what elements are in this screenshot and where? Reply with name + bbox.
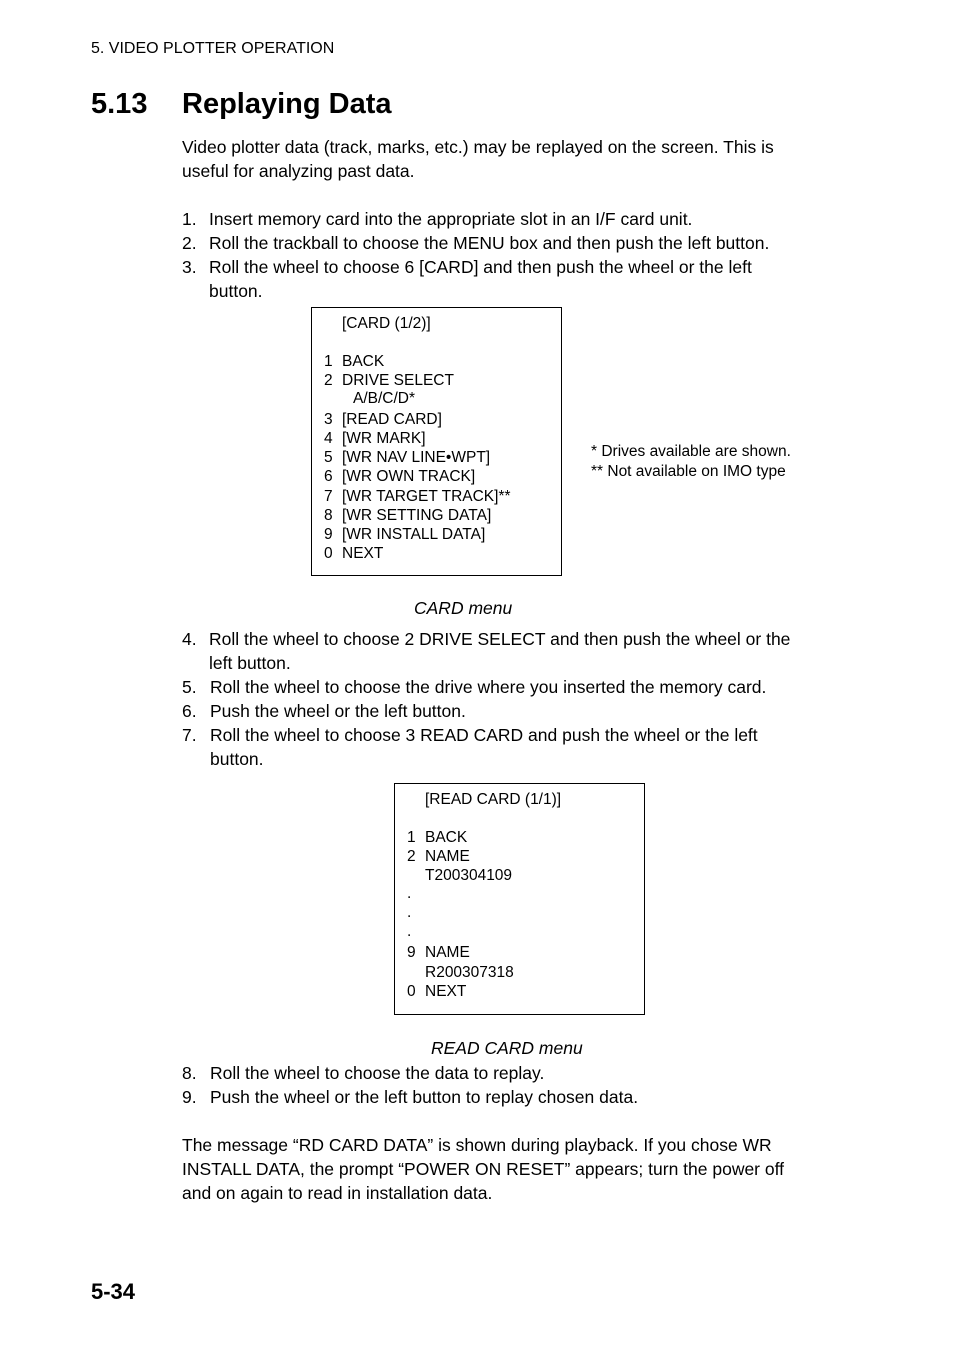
step-5 (182, 675, 832, 699)
step-6 (182, 699, 832, 723)
menu-item-number: . (407, 904, 412, 921)
card-menu-notes (591, 442, 791, 482)
menu-item-number: 6 (324, 468, 333, 485)
step-text: Roll the wheel to choose 6 [CARD] and then push the wheel or the left (209, 257, 752, 277)
menu-item-number: 5 (324, 449, 333, 466)
section-title: Replaying Data (182, 88, 392, 120)
step-text: Roll the trackball to choose the MENU box and then push the left button. (209, 233, 770, 253)
menu-item-label: [WR INSTALL DATA] (342, 526, 486, 543)
menu-item-number: 3 (324, 411, 333, 428)
menu-item-number: 2 (324, 372, 333, 389)
step-7 (182, 723, 832, 771)
step-9 (182, 1085, 832, 1109)
menu-item-label: BACK (342, 353, 385, 370)
menu-item-label: NEXT (342, 545, 384, 562)
menu-item-number: 4 (324, 430, 333, 447)
menu-item-number: 1 (407, 829, 416, 846)
menu-item-label: [WR MARK] (342, 430, 426, 447)
step-text: button. (210, 749, 264, 769)
menu-item-number: . (407, 885, 412, 902)
closing-paragraph (182, 1133, 842, 1205)
menu-item-label: [WR NAV LINE•WPT] (342, 449, 491, 466)
footnote-imo: ** Not available on IMO type (591, 463, 786, 480)
footnote-drives: * Drives available are shown. (591, 443, 791, 460)
step-text: Roll the wheel to choose 3 READ CARD and push the wheel or the left (210, 725, 758, 745)
step-text: Push the wheel or the left button to replay chosen data. (210, 1087, 639, 1107)
step-2 (182, 231, 832, 255)
step-text: Roll the wheel to choose 2 DRIVE SELECT and then push the wheel or the (209, 629, 791, 649)
menu-item-label: A/B/C/D* (353, 390, 416, 407)
step-text: left button. (209, 653, 291, 673)
menu-item-number: 0 (407, 983, 416, 1000)
menu-item-number: . (407, 923, 412, 940)
menu-item-number: 9 (407, 944, 416, 961)
step-3 (182, 255, 832, 303)
step-number: 8. (182, 1063, 197, 1083)
step-text: Roll the wheel to choose the drive where you inserted the memory card. (210, 677, 767, 697)
step-number: 7. (182, 725, 197, 745)
menu-item-label: NAME (425, 848, 470, 865)
step-number: 4. (182, 629, 197, 649)
menu-item-label: DRIVE SELECT (342, 372, 454, 389)
menu-item-number: 8 (324, 507, 333, 524)
read-card-menu-title: [READ CARD (1/1)] (425, 791, 562, 808)
step-number: 2. (182, 233, 197, 253)
closing-line: The message “RD CARD DATA” is shown during playback. If you chose WR (182, 1135, 772, 1155)
step-8 (182, 1061, 832, 1085)
step-text: Insert memory card into the appropriate slot in an I/F card unit. (209, 209, 693, 229)
menu-item-label: [WR TARGET TRACK]** (342, 488, 511, 505)
page-number: 5-34 (91, 1279, 136, 1304)
menu-item-label: R200307318 (425, 964, 514, 981)
read-card-menu-caption: READ CARD menu (431, 1038, 583, 1058)
intro-line: Video plotter data (track, marks, etc.) may be replayed on the screen. This is (182, 137, 774, 157)
running-header: 5. VIDEO PLOTTER OPERATION (91, 40, 335, 57)
menu-item-number: 1 (324, 353, 333, 370)
menu-item-label: [WR SETTING DATA] (342, 507, 492, 524)
menu-item-label: NEXT (425, 983, 467, 1000)
step-number: 6. (182, 701, 197, 721)
intro-line: useful for analyzing past data. (182, 161, 415, 181)
menu-item-number: 7 (324, 488, 333, 505)
step-text: button. (209, 281, 263, 301)
step-text: Roll the wheel to choose the data to replay. (210, 1063, 545, 1083)
card-menu-title: [CARD (1/2)] (342, 315, 431, 332)
step-1 (182, 207, 832, 231)
section-number: 5.13 (91, 88, 148, 120)
menu-item-number: 2 (407, 848, 416, 865)
menu-item-label: [READ CARD] (342, 411, 442, 428)
step-4 (182, 627, 832, 675)
read-card-menu-box (394, 783, 645, 1015)
step-number: 5. (182, 677, 197, 697)
menu-item-number: 0 (324, 545, 333, 562)
step-number: 1. (182, 209, 197, 229)
step-number: 9. (182, 1087, 197, 1107)
card-menu-caption: CARD menu (414, 598, 513, 618)
card-menu-box (311, 307, 562, 576)
closing-line: and on again to read in installation data. (182, 1183, 493, 1203)
step-number: 3. (182, 257, 197, 277)
menu-item-label: T200304109 (425, 867, 513, 884)
closing-line: INSTALL DATA, the prompt “POWER ON RESET” appears; turn the power off (182, 1159, 785, 1179)
menu-item-number: 9 (324, 526, 333, 543)
intro-paragraph (182, 135, 832, 183)
step-text: Push the wheel or the left button. (210, 701, 466, 721)
menu-item-label: BACK (425, 829, 468, 846)
menu-item-label: [WR OWN TRACK] (342, 468, 476, 485)
menu-item-label: NAME (425, 944, 470, 961)
